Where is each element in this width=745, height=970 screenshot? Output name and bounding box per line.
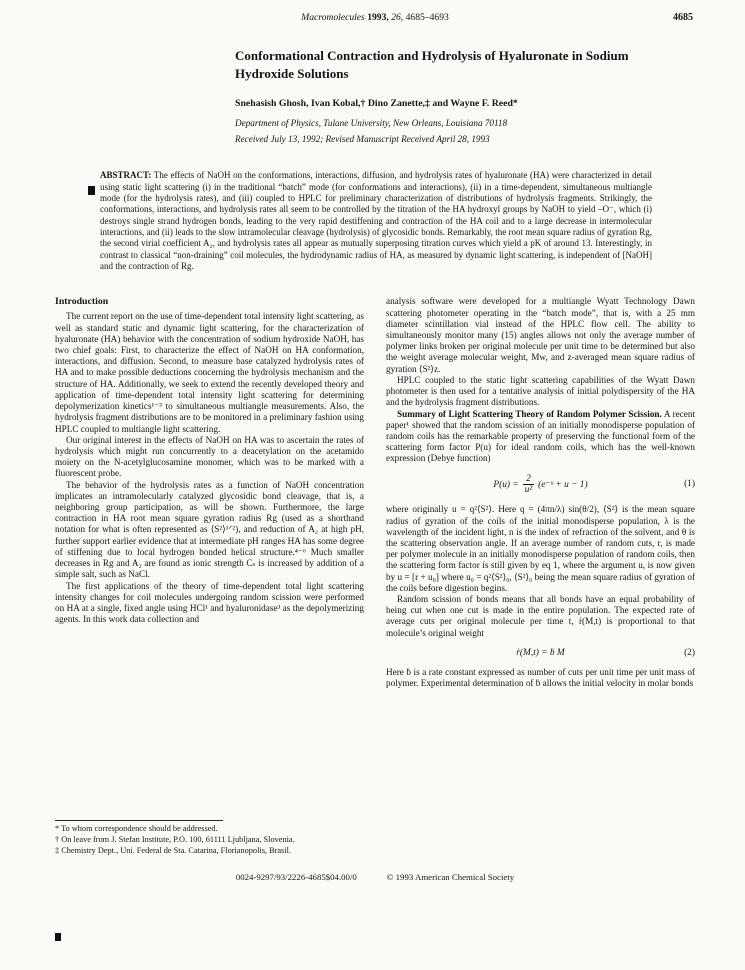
body-paragraph-summary — [386, 409, 695, 465]
intro-paragraph-1: The current report on the use of time-dependent total intensity light scattering, as well as standard static and dynamic light scattering, for the characterization of hyaluronate (HA) behavior with the concentration of sodium hydroxide NaOH, has two chief goals: First, to characterize the effect of NaOH on HA conformation, interactions, and diffusion. Second, to measure base catalyzed hydrolysis rates of HA and to make possible deductions concerning the hydrolysis mechanism and the structure of HA. Additionally, we seek to extend the recently developed theory and application of time-dependent total intensity light scattering for determining depolymerization kinetics¹⁻³ to simultaneous multiangle measurements. Also, the hydrolysis fragment distributions are to be monitored in a preliminary fashion using HPLC coupled to multiangle light scattering. — [55, 311, 364, 434]
print-artifact-mark — [55, 933, 61, 941]
intro-paragraph-2: Our original interest in the effects of NaOH on HA was to ascertain the rates of hydrolysis which might run concurrently to a deacetylation on the acetamido moiety on the N-acetylglucosamine monomer, which was to be marked with a fluorescent probe. — [55, 434, 364, 479]
footnote-double-dagger: ‡ Chemistry Dept., Uni. Federal de Sta. Catarina, Florianopolis, Brasil. — [55, 845, 291, 855]
intro-paragraph-3: The behavior of the hydrolysis rates as a function of NaOH concentration implicates an intramolecularly catalyzed glycosidic bond cleavage, that is, a neighboring group participation, as will be shown. Furthermore, the large contraction in HA root mean square gyration radius Rg (used as a shorthand notation for what is often represented as ⟨S²⟩¹ᐟ²), and reduction of A₂ at high pH, further support earlier evidence that at intermediate pH ranges HA has some degree of stiffening due to local hydrogen bonded helical structure.⁴⁻⁶ Much smaller decreases in Rg and A₂ are found as ionic strength Cₛ is increased by addition of a simple salt, such as NaCl. — [55, 479, 364, 580]
footnotes-block — [55, 820, 364, 856]
equation-1-number: (1) — [684, 479, 695, 490]
equation-2 — [386, 648, 695, 658]
footnote-dagger: † On leave from J. Stefan Institute, P.O. 100, 61111 Ljubljana, Slovenia. — [55, 834, 295, 844]
journal-year: 1993, — [367, 12, 389, 23]
affiliation: Department of Physics, Tulane University, New Orleans, Louisiana 70118 — [235, 118, 508, 129]
journal-pages: 4685–4693 — [405, 12, 449, 23]
body-paragraph-where: where originally u = q²⟨S²⟩. Here q = (4πn/λ) sin(θ/2), ⟨S²⟩ is the mean square radius of gyration of the coils of the initial monodisperse population, λ is the wavelength of the incident light, n is the index of refraction of the solvent, and θ is the scattering observation angle. If an average number of random cuts, r, is made per polymer molecule in an initially monodisperse population of random coils, then the scattering form factor is still given by eq 1, where the argument u, is now given by u = [r + u₀] where u₀ = q²⟨S²⟩₀, ⟨S²⟩₀ being the mean square radius of gyration of the coils before digestion begins. — [386, 504, 695, 593]
equation-1 — [386, 474, 695, 496]
received-dates: Received July 13, 1992; Revised Manuscript Received April 28, 1993 — [235, 134, 490, 145]
runin-heading-summary: Summary of Light Scattering Theory of Random Polymer Scission. — [397, 408, 662, 419]
body-paragraph-hplc: HPLC coupled to the static light scattering capabilities of the Wyatt Dawn photometer is then used for a tentative analysis of initial polydispersity of the HA and the hydrolysis fragment distributions. — [386, 374, 695, 408]
eq1-fraction — [523, 474, 534, 496]
page-header — [55, 12, 695, 23]
eq1-lhs: P(u) = — [493, 479, 519, 490]
intro-paragraph-4: The first applications of the theory of time-dependent total light scattering intensity changes for coil molecules undergoing random scission were performed on HA at a single, fixed angle using HCl¹ and hyaluronidase³ as the depolymerizing agents. In this work data collection and — [55, 580, 364, 625]
equation-2-number: (2) — [684, 647, 695, 658]
page-number: 4685 — [673, 12, 693, 23]
section-heading-introduction: Introduction — [55, 296, 109, 308]
eq2-body: ṙ(M,t) = ḃ M — [516, 647, 565, 658]
body-paragraph-rate-constant: Here ḃ is a rate constant expressed as number of cuts per unit time per unit mass of polymer. Experimental determination of ḃ allows the initial velocity in molar bonds — [386, 666, 695, 689]
footer-issn-code: 0024-9297/93/2226-4685$04.00/0 — [235, 872, 357, 883]
body-columns — [55, 296, 695, 856]
footnote-correspondence: * To whom correspondence should be addressed. — [55, 823, 218, 833]
abstract — [100, 170, 652, 272]
abstract-text: The effects of NaOH on the conformations, interactions, diffusion, and hydrolysis rates of hyaluronate (HA) were characterized in detail using static light scattering (i) in the traditional “batch” mode (for conformations and interactions), (ii) in a time-dependent, simultaneous multiangle mode (for the hydrolysis rates), and (iii) coupled to HPLC for preliminary characterization of distributions of hydrolysis fragments. Strikingly, the conformations, interactions, and hydrolysis rates all seem to be controlled by the titration of the HA hydroxyl groups by NaOH to yield –O⁻, which (i) destroys single strand hydrogen bonds, leading to the very rapid destiffening and contraction of the HA coil and to a large decrease in intermolecular interactions, and (ii) leads to the slow intramolecular cleavage (hydrolysis) of glycosidic bonds. Remarkably, the root mean square radius of gyration Rg, the second virial coefficient A₂, and hydrolysis rates all appear as mutually superposing titration curves which yield a pK of around 13. Interestingly, in contrast to classical “non-draining” coil molecules, the hydrodynamic radius of HA, as measured by dynamic light scattering, is independent of [NaOH] and the contraction of Rg. — [100, 170, 653, 271]
journal-name: Macromolecules — [301, 12, 365, 23]
left-column — [55, 296, 364, 856]
authors-line: Snehasish Ghosh, Ivan Kobal,† Dino Zanette,‡ and Wayne F. Reed* — [235, 98, 518, 110]
eq1-denominator: u² — [524, 484, 533, 495]
abstract-label: ABSTRACT: — [100, 170, 152, 181]
eq1-rhs: (e⁻ᵘ + u − 1) — [538, 479, 588, 490]
paper-title: Conformational Contraction and Hydrolysis of Hyaluronate in Sodium Hydroxide Solutions — [235, 48, 629, 82]
page-footer — [55, 872, 695, 882]
eq1-numerator: 2 — [523, 474, 534, 485]
footnote-rule — [55, 820, 223, 821]
journal-volume: 26, — [391, 12, 404, 23]
footer-copyright: © 1993 American Chemical Society — [386, 872, 515, 883]
right-column — [386, 296, 695, 856]
summary-paragraph-text: A recent paper¹ showed that the random scission of an initially monodisperse population of random coils has the remarkable property of preserving the functional form of the scattering form factor P(u) for ideal random coils, which has the well-known expression (Debye function) — [386, 408, 695, 464]
body-paragraph-continuation: analysis software were developed for a multiangle Wyatt Technology Dawn scattering photometer operating in the “batch mode”, that is, with a 25 mm diameter scintillation vial instead of the HPLC flow cell. The ability to simultaneously monitor many (15) angles allows not only the average number of polymer links broken per original molecule per unit time to be determined but also the weight average molecular weight, Mw, and z-averaged mean square radius of gyration ⟨S²⟩z. — [386, 296, 695, 374]
body-paragraph-random-scission: Random scission of bonds means that all bonds have an equal probability of being cut when one cut is made in the entire population. The expected rate of average cuts per original molecule per time t, ṙ(M,t) is proportional to that molecule’s original weight — [386, 594, 695, 638]
print-artifact-mark — [88, 186, 95, 195]
title-block — [235, 47, 695, 144]
